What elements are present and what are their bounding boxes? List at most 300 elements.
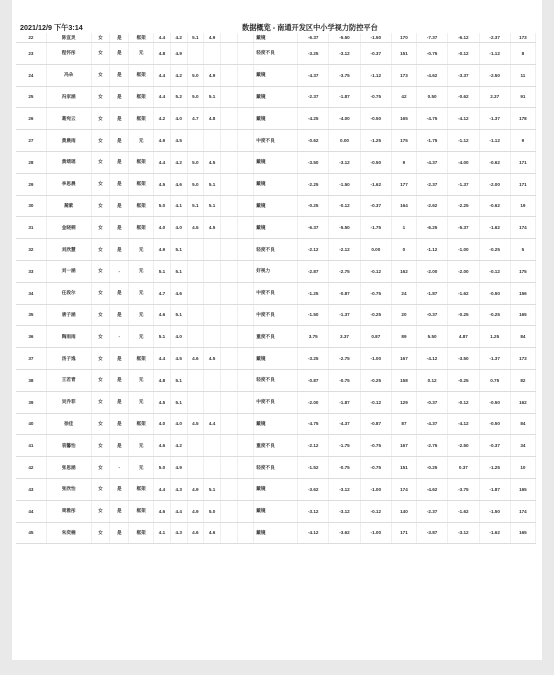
table-cell: -0.12	[360, 260, 391, 282]
table-cell: 李思晨	[46, 173, 91, 195]
table-cell: 4.5	[187, 217, 204, 239]
table-cell: 165	[391, 108, 416, 130]
table-cell	[237, 478, 254, 500]
table-cell: -0.37	[416, 304, 447, 326]
table-cell: -0.12	[479, 260, 510, 282]
table-cell: 162	[510, 391, 535, 413]
table-cell: 0	[391, 239, 416, 261]
table-cell	[237, 304, 254, 326]
table-row	[16, 326, 536, 348]
table-cell	[204, 43, 221, 65]
table-cell: -1.62	[479, 217, 510, 239]
table-cell: 4.4	[154, 64, 171, 86]
table-cell: 是	[110, 369, 129, 391]
timestamp: 2021/12/9 下午3:14	[20, 23, 83, 32]
table-cell: 5.50	[416, 326, 447, 348]
table-cell: 张思涵	[46, 457, 91, 479]
table-cell: 35	[16, 304, 46, 326]
table-row	[16, 33, 536, 43]
table-cell	[220, 522, 237, 544]
table-cell: -0.75	[360, 282, 391, 304]
table-cell: 165	[510, 478, 535, 500]
table-cell: -4.37	[416, 151, 447, 173]
table-row	[16, 173, 536, 195]
table-cell: -2.25	[448, 195, 479, 217]
table-cell	[204, 326, 221, 348]
table-cell: 0.12	[416, 369, 447, 391]
table-cell: 5.0	[187, 151, 204, 173]
table-cell: 框架	[129, 348, 154, 370]
table-cell: 戴镜	[254, 478, 298, 500]
table-cell: 戴镜	[254, 500, 298, 522]
table-cell: 5.1	[170, 369, 187, 391]
table-cell: -0.75	[329, 369, 360, 391]
table-cell	[237, 326, 254, 348]
table-cell: 5.0	[154, 195, 171, 217]
table-cell	[187, 43, 204, 65]
table-cell: 徐佳	[46, 413, 91, 435]
table-cell: 袁馨怡	[46, 435, 91, 457]
table-cell: 唐子涵	[46, 304, 91, 326]
table-cell: 是	[110, 33, 129, 43]
table-cell: -3.25	[298, 348, 329, 370]
table-cell	[187, 369, 204, 391]
table-cell	[204, 260, 221, 282]
table-cell: -2.00	[416, 260, 447, 282]
table-cell: -0.37	[479, 435, 510, 457]
table-cell	[187, 457, 204, 479]
table-cell: 140	[391, 500, 416, 522]
table-cell: 张欣怡	[46, 478, 91, 500]
table-row	[16, 413, 536, 435]
table-row	[16, 522, 536, 544]
table-cell: -	[110, 457, 129, 479]
table-cell: 蔺紫	[46, 195, 91, 217]
table-cell: 是	[110, 217, 129, 239]
table-cell: 167	[391, 435, 416, 457]
table-row	[16, 195, 536, 217]
table-cell: 重度不良	[254, 326, 298, 348]
table-cell	[204, 435, 221, 457]
table-cell: -1.37	[479, 348, 510, 370]
table-cell: 151	[391, 457, 416, 479]
table-cell: -2.12	[298, 239, 329, 261]
table-cell: 女	[91, 500, 110, 522]
table-cell: 20	[391, 304, 416, 326]
table-cell: 金晓桐	[46, 217, 91, 239]
table-cell: 0.37	[448, 457, 479, 479]
table-row	[16, 239, 536, 261]
table-row	[16, 86, 536, 108]
table-cell	[204, 130, 221, 152]
table-cell: 1	[391, 217, 416, 239]
table-cell: 4.0	[170, 326, 187, 348]
table-cell: 5.1	[170, 391, 187, 413]
table-row	[16, 260, 536, 282]
table-cell: 4.9	[187, 500, 204, 522]
table-cell: 轻度不良	[254, 369, 298, 391]
table-cell: -6.37	[298, 217, 329, 239]
table-row	[16, 64, 536, 86]
table-cell: 19	[510, 195, 535, 217]
table-cell: 无	[129, 260, 154, 282]
table-cell: 4.9	[204, 33, 221, 43]
table-cell: 轻度不良	[254, 457, 298, 479]
table-cell: 4.3	[170, 478, 187, 500]
table-cell: 是	[110, 195, 129, 217]
table-cell	[220, 64, 237, 86]
table-cell: 戴镜	[254, 217, 298, 239]
table-cell: 4.6	[154, 304, 171, 326]
table-cell: -1.25	[360, 130, 391, 152]
table-cell: -4.75	[416, 108, 447, 130]
table-cell	[220, 86, 237, 108]
table-cell: 是	[110, 282, 129, 304]
table-row	[16, 304, 536, 326]
table-cell: 是	[110, 304, 129, 326]
table-cell: 4.0	[170, 217, 187, 239]
table-cell: -0.12	[448, 43, 479, 65]
table-cell: 女	[91, 369, 110, 391]
table-cell	[237, 173, 254, 195]
table-cell: -2.75	[416, 435, 447, 457]
table-cell	[237, 348, 254, 370]
table-cell: 刘一涵	[46, 260, 91, 282]
table-cell: 129	[391, 391, 416, 413]
table-cell: 女	[91, 108, 110, 130]
table-cell: -2.75	[329, 348, 360, 370]
table-cell: 框架	[129, 86, 154, 108]
table-cell: 4.6	[170, 282, 187, 304]
table-cell: 王若青	[46, 369, 91, 391]
table-cell: 是	[110, 413, 129, 435]
table-cell	[220, 217, 237, 239]
table-cell: 女	[91, 151, 110, 173]
table-cell: 4.9	[154, 130, 171, 152]
table-cell: -3.12	[448, 522, 479, 544]
table-cell: 4.5	[154, 391, 171, 413]
table-cell: -4.12	[298, 522, 329, 544]
table-cell: -1.62	[479, 522, 510, 544]
table-cell: -2.12	[329, 239, 360, 261]
table-cell: 4.6	[187, 348, 204, 370]
data-table	[16, 33, 536, 544]
table-cell: 5.0	[204, 500, 221, 522]
table-cell: 4.4	[170, 500, 187, 522]
table-cell: -3.12	[298, 500, 329, 522]
table-cell: 4.4	[154, 86, 171, 108]
table-cell: -0.12	[329, 195, 360, 217]
table-row	[16, 282, 536, 304]
table-cell	[220, 457, 237, 479]
table-cell: 是	[110, 239, 129, 261]
table-cell: 4.5	[204, 348, 221, 370]
table-cell: 框架	[129, 217, 154, 239]
table-cell: 9	[510, 130, 535, 152]
table-cell: 2.37	[479, 86, 510, 108]
table-row	[16, 108, 536, 130]
table-cell: 174	[510, 217, 535, 239]
table-cell	[187, 391, 204, 413]
table-cell: 陈宣灵	[46, 33, 91, 43]
table-cell	[237, 282, 254, 304]
table-cell: -2.00	[448, 260, 479, 282]
table-cell	[220, 43, 237, 65]
table-cell: -0.12	[360, 500, 391, 522]
table-cell: 黄晨雨	[46, 130, 91, 152]
table-cell: -2.50	[479, 64, 510, 86]
table-cell: 5	[510, 239, 535, 261]
table-cell: -0.25	[360, 369, 391, 391]
table-cell: 42	[391, 86, 416, 108]
table-cell: 5.1	[204, 195, 221, 217]
table-cell: 冯家涵	[46, 86, 91, 108]
table-cell: 框架	[129, 522, 154, 544]
table-cell	[187, 282, 204, 304]
table-cell: -6.37	[298, 33, 329, 43]
table-cell: 44	[16, 500, 46, 522]
table-cell	[220, 500, 237, 522]
table-cell: 5.0	[187, 86, 204, 108]
table-cell: 5.2	[170, 86, 187, 108]
table-cell: -1.37	[448, 173, 479, 195]
table-cell: 178	[510, 108, 535, 130]
table-cell: -1.87	[479, 478, 510, 500]
table-cell: -0.50	[479, 391, 510, 413]
table-cell: 31	[16, 217, 46, 239]
table-row	[16, 217, 536, 239]
table-cell: 84	[510, 326, 535, 348]
table-cell	[187, 304, 204, 326]
table-cell: -0.12	[360, 391, 391, 413]
table-cell: 0.75	[479, 369, 510, 391]
table-cell: 是	[110, 108, 129, 130]
table-cell: 4.5	[170, 348, 187, 370]
table-cell: 5.0	[154, 457, 171, 479]
table-cell: 0.87	[360, 326, 391, 348]
table-cell	[220, 173, 237, 195]
table-cell: 40	[16, 413, 46, 435]
table-cell: 0.00	[360, 239, 391, 261]
table-cell: 9	[391, 151, 416, 173]
table-cell: 82	[510, 369, 535, 391]
table-cell: 4.6	[187, 522, 204, 544]
table-cell: -1.87	[329, 86, 360, 108]
table-cell	[237, 457, 254, 479]
table-cell: -5.37	[448, 217, 479, 239]
table-cell: 女	[91, 195, 110, 217]
table-cell: 34	[510, 435, 535, 457]
table-cell: -1.12	[360, 64, 391, 86]
table-cell: 5.1	[187, 195, 204, 217]
table-cell: 36	[16, 326, 46, 348]
table-cell	[187, 260, 204, 282]
table-cell: 41	[16, 435, 46, 457]
table-cell: -3.37	[448, 64, 479, 86]
table-cell: 4.2	[170, 151, 187, 173]
table-cell: 无	[129, 391, 154, 413]
table-cell: 23	[16, 43, 46, 65]
table-cell: 戴镜	[254, 195, 298, 217]
table-cell: 4.6	[170, 173, 187, 195]
table-cell: -2.62	[416, 195, 447, 217]
table-cell: 无	[129, 43, 154, 65]
table-cell: 中度不良	[254, 391, 298, 413]
table-cell: 框架	[129, 478, 154, 500]
table-cell	[237, 64, 254, 86]
table-cell: -1.52	[298, 457, 329, 479]
table-cell: -0.25	[360, 304, 391, 326]
table-cell: 是	[110, 522, 129, 544]
table-cell	[237, 522, 254, 544]
table-cell: 87	[391, 413, 416, 435]
table-cell: 重度不良	[254, 435, 298, 457]
table-cell: 30	[16, 195, 46, 217]
table-cell: -0.25	[448, 304, 479, 326]
table-cell: 4.2	[170, 33, 187, 43]
table-cell: 5.1	[204, 478, 221, 500]
table-cell: -4.00	[329, 108, 360, 130]
table-cell: 女	[91, 478, 110, 500]
table-cell: -3.50	[448, 348, 479, 370]
table-cell: -0.87	[360, 413, 391, 435]
table-cell: 戴镜	[254, 108, 298, 130]
table-cell: 是	[110, 130, 129, 152]
table-cell: 24	[391, 282, 416, 304]
table-row	[16, 478, 536, 500]
table-cell	[237, 391, 254, 413]
table-cell: 是	[110, 500, 129, 522]
table-cell: -4.62	[416, 64, 447, 86]
table-cell: 4.9	[154, 239, 171, 261]
table-cell: 4.9	[170, 457, 187, 479]
table-cell: -1.62	[448, 500, 479, 522]
table-cell: 戴镜	[254, 348, 298, 370]
table-cell: -0.62	[479, 195, 510, 217]
table-cell: -4.37	[416, 413, 447, 435]
table-cell: 无	[129, 130, 154, 152]
table-cell: -1.00	[360, 522, 391, 544]
table-cell: 4.0	[154, 217, 171, 239]
table-cell	[220, 478, 237, 500]
table-cell: 框架	[129, 33, 154, 43]
table-cell: 5.1	[170, 239, 187, 261]
table-cell	[204, 304, 221, 326]
table-cell: 29	[16, 173, 46, 195]
table-cell	[204, 282, 221, 304]
table-cell: -1.00	[448, 239, 479, 261]
table-cell: 5.1	[154, 326, 171, 348]
table-cell: -1.00	[360, 478, 391, 500]
table-cell: 5.0	[187, 173, 204, 195]
table-cell	[187, 239, 204, 261]
table-cell: -1.87	[329, 391, 360, 413]
table-cell: 是	[110, 151, 129, 173]
table-cell: 女	[91, 348, 110, 370]
table-cell: -0.25	[479, 239, 510, 261]
table-cell: -1.75	[360, 217, 391, 239]
table-cell	[237, 217, 254, 239]
table-cell: 任段尔	[46, 282, 91, 304]
table-cell: -0.87	[329, 282, 360, 304]
table-cell: 女	[91, 522, 110, 544]
table-cell: 无	[129, 326, 154, 348]
table-cell: -6.12	[448, 33, 479, 43]
table-row	[16, 369, 536, 391]
table-cell	[220, 413, 237, 435]
table-cell: 是	[110, 391, 129, 413]
table-cell: 4.4	[204, 413, 221, 435]
table-cell: 151	[391, 43, 416, 65]
table-cell	[237, 413, 254, 435]
table-cell: 中度不良	[254, 282, 298, 304]
table-cell: -	[110, 260, 129, 282]
table-cell: 84	[510, 413, 535, 435]
table-cell: -1.25	[479, 457, 510, 479]
table-cell: -0.87	[298, 369, 329, 391]
table-row	[16, 457, 536, 479]
table-cell: 女	[91, 282, 110, 304]
table-cell: 177	[391, 173, 416, 195]
table-cell	[237, 108, 254, 130]
table-cell: -0.50	[479, 413, 510, 435]
table-cell: -3.87	[416, 522, 447, 544]
table-cell: -4.25	[298, 108, 329, 130]
table-cell: 4.87	[448, 326, 479, 348]
table-cell: -2.37	[416, 500, 447, 522]
table-row	[16, 43, 536, 65]
table-cell: 陶雨雨	[46, 326, 91, 348]
table-cell: -4.37	[298, 64, 329, 86]
table-cell: 是	[110, 64, 129, 86]
table-cell: 162	[391, 260, 416, 282]
table-cell: 框架	[129, 413, 154, 435]
table-cell: -4.12	[448, 108, 479, 130]
table-cell: -1.25	[298, 282, 329, 304]
table-cell: 4.2	[170, 435, 187, 457]
table-cell	[237, 369, 254, 391]
table-cell: 37	[16, 348, 46, 370]
table-cell	[237, 195, 254, 217]
table-cell: 4.2	[170, 64, 187, 86]
table-cell: 5.1	[204, 173, 221, 195]
table-cell: 164	[391, 195, 416, 217]
table-cell: 38	[16, 369, 46, 391]
table-cell: -1.37	[479, 108, 510, 130]
table-cell: -3.75	[329, 64, 360, 86]
table-cell: -0.62	[298, 130, 329, 152]
table-cell: 戴镜	[254, 173, 298, 195]
table-cell: 4.5	[170, 130, 187, 152]
table-cell: -1.00	[360, 348, 391, 370]
table-cell	[204, 239, 221, 261]
table-cell: 5.1	[170, 260, 187, 282]
table-cell: -1.12	[479, 43, 510, 65]
table-cell: -3.62	[329, 522, 360, 544]
table-cell: -1.50	[298, 304, 329, 326]
table-cell: 4.7	[187, 108, 204, 130]
table-cell: -3.62	[298, 478, 329, 500]
table-cell: 175	[391, 130, 416, 152]
table-cell	[220, 348, 237, 370]
table-cell: 5.1	[170, 304, 187, 326]
table-cell: 4.4	[154, 33, 171, 43]
table-cell: 22	[16, 33, 46, 43]
table-row	[16, 500, 536, 522]
table-cell: 39	[16, 391, 46, 413]
table-cell: -4.00	[448, 151, 479, 173]
table-cell: 是	[110, 173, 129, 195]
